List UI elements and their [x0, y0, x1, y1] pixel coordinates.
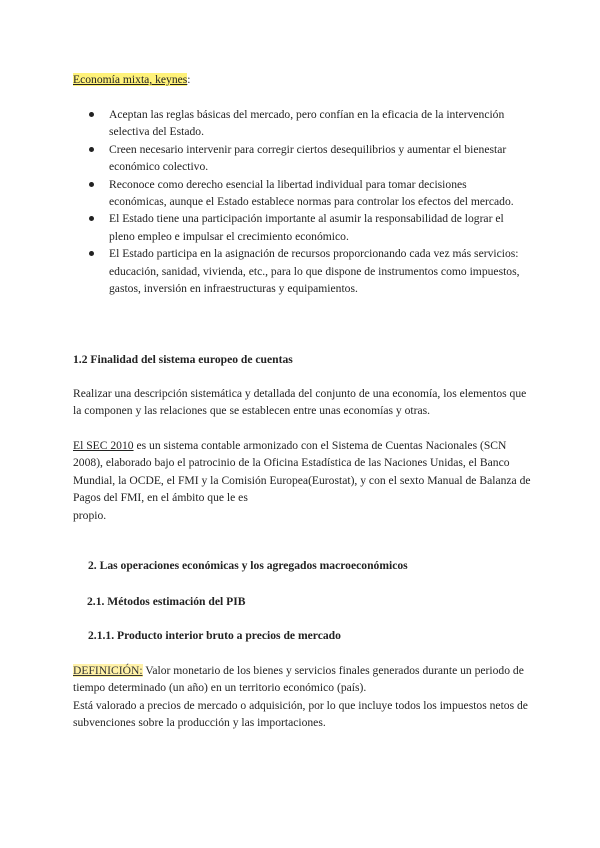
list-item-text: Creen necesario intervenir para corregir ciertos desequilibrios y aumentar el bienestar económico colectivo. [109, 142, 507, 174]
list-item [73, 176, 523, 211]
list-item-text: Reconoce como derecho esencial la libertad individual para tomar decisiones económicas, aunque el Estado establece normas para controlar los efectos del mercado. [109, 177, 514, 209]
section-2-heading: 2. Las operaciones económicas y los agregados macroeconómicos [88, 559, 408, 572]
sec-2010-text-end: propio. [73, 508, 107, 522]
list-item [73, 141, 523, 176]
paragraph-realizar: Realizar una descripción sistemática y detallada del conjunto de una economía, los elementos que la componen y las relaciones que se establecen entre unas economías y otras. [73, 387, 527, 418]
mixed-economy-heading-text: Economía mixta, keynes [73, 73, 188, 86]
mixed-economy-heading-colon: : [187, 73, 191, 86]
bullet-icon [89, 216, 94, 221]
bullet-icon [89, 182, 94, 187]
list-item [73, 245, 523, 297]
section-2-1-1-heading: 2.1.1. Producto interior bruto a precios de mercado [88, 629, 341, 642]
mixed-economy-heading [73, 71, 533, 88]
list-item [73, 106, 523, 141]
paragraph-definicion [73, 662, 535, 732]
list-item [73, 210, 523, 245]
sec-2010-label: El SEC 2010 [73, 439, 134, 452]
bullet-icon [89, 147, 94, 152]
sec-2010-text: es un sistema contable armonizado con el Sistema de Cuentas Nacionales (SCN 2008), elaborado bajo el patrocinio de la Oficina Estadística de las Naciones Unidas, el Banco Mundial, la OCDE, el FMI y la Comisión Europea(Eurostat), y con el sexto Manual de Balanza de Pagos del FMI, en el ámbito que le es [73, 439, 531, 505]
bullet-icon [89, 112, 94, 117]
definicion-text: Valor monetario de los bienes y servicios finales generados durante un periodo de tiempo determinado (un año) en un territorio económico (país). [73, 664, 524, 695]
mixed-economy-bullet-list [73, 106, 523, 297]
bullet-icon [89, 251, 94, 256]
list-item-text: El Estado participa en la asignación de recursos proporcionando cada vez más servicios: educación, sanidad, vivienda, etc., para lo que dispone de instrumentos como impuestos, gastos, inversión en infraestructuras y equipamientos. [109, 247, 520, 296]
section-2-1-heading: 2.1. Métodos estimación del PIB [87, 595, 246, 608]
section-1-2-heading: 1.2 Finalidad del sistema europeo de cuentas [73, 353, 293, 366]
paragraph-sec-2010 [73, 437, 535, 524]
list-item-text: El Estado tiene una participación importante al asumir la responsabilidad de lograr el pleno empleo e impulsar el crecimiento económico. [109, 212, 504, 243]
list-item-text: Aceptan las reglas básicas del mercado, pero confían en la eficacia de la intervención selectiva del Estado. [109, 108, 505, 139]
definicion-label: DEFINICIÓN: [73, 664, 143, 677]
definicion-text-2: Está valorado a precios de mercado o adquisición, por lo que incluye todos los impuestos netos de subvenciones sobre la producción y las importaciones. [73, 698, 528, 730]
